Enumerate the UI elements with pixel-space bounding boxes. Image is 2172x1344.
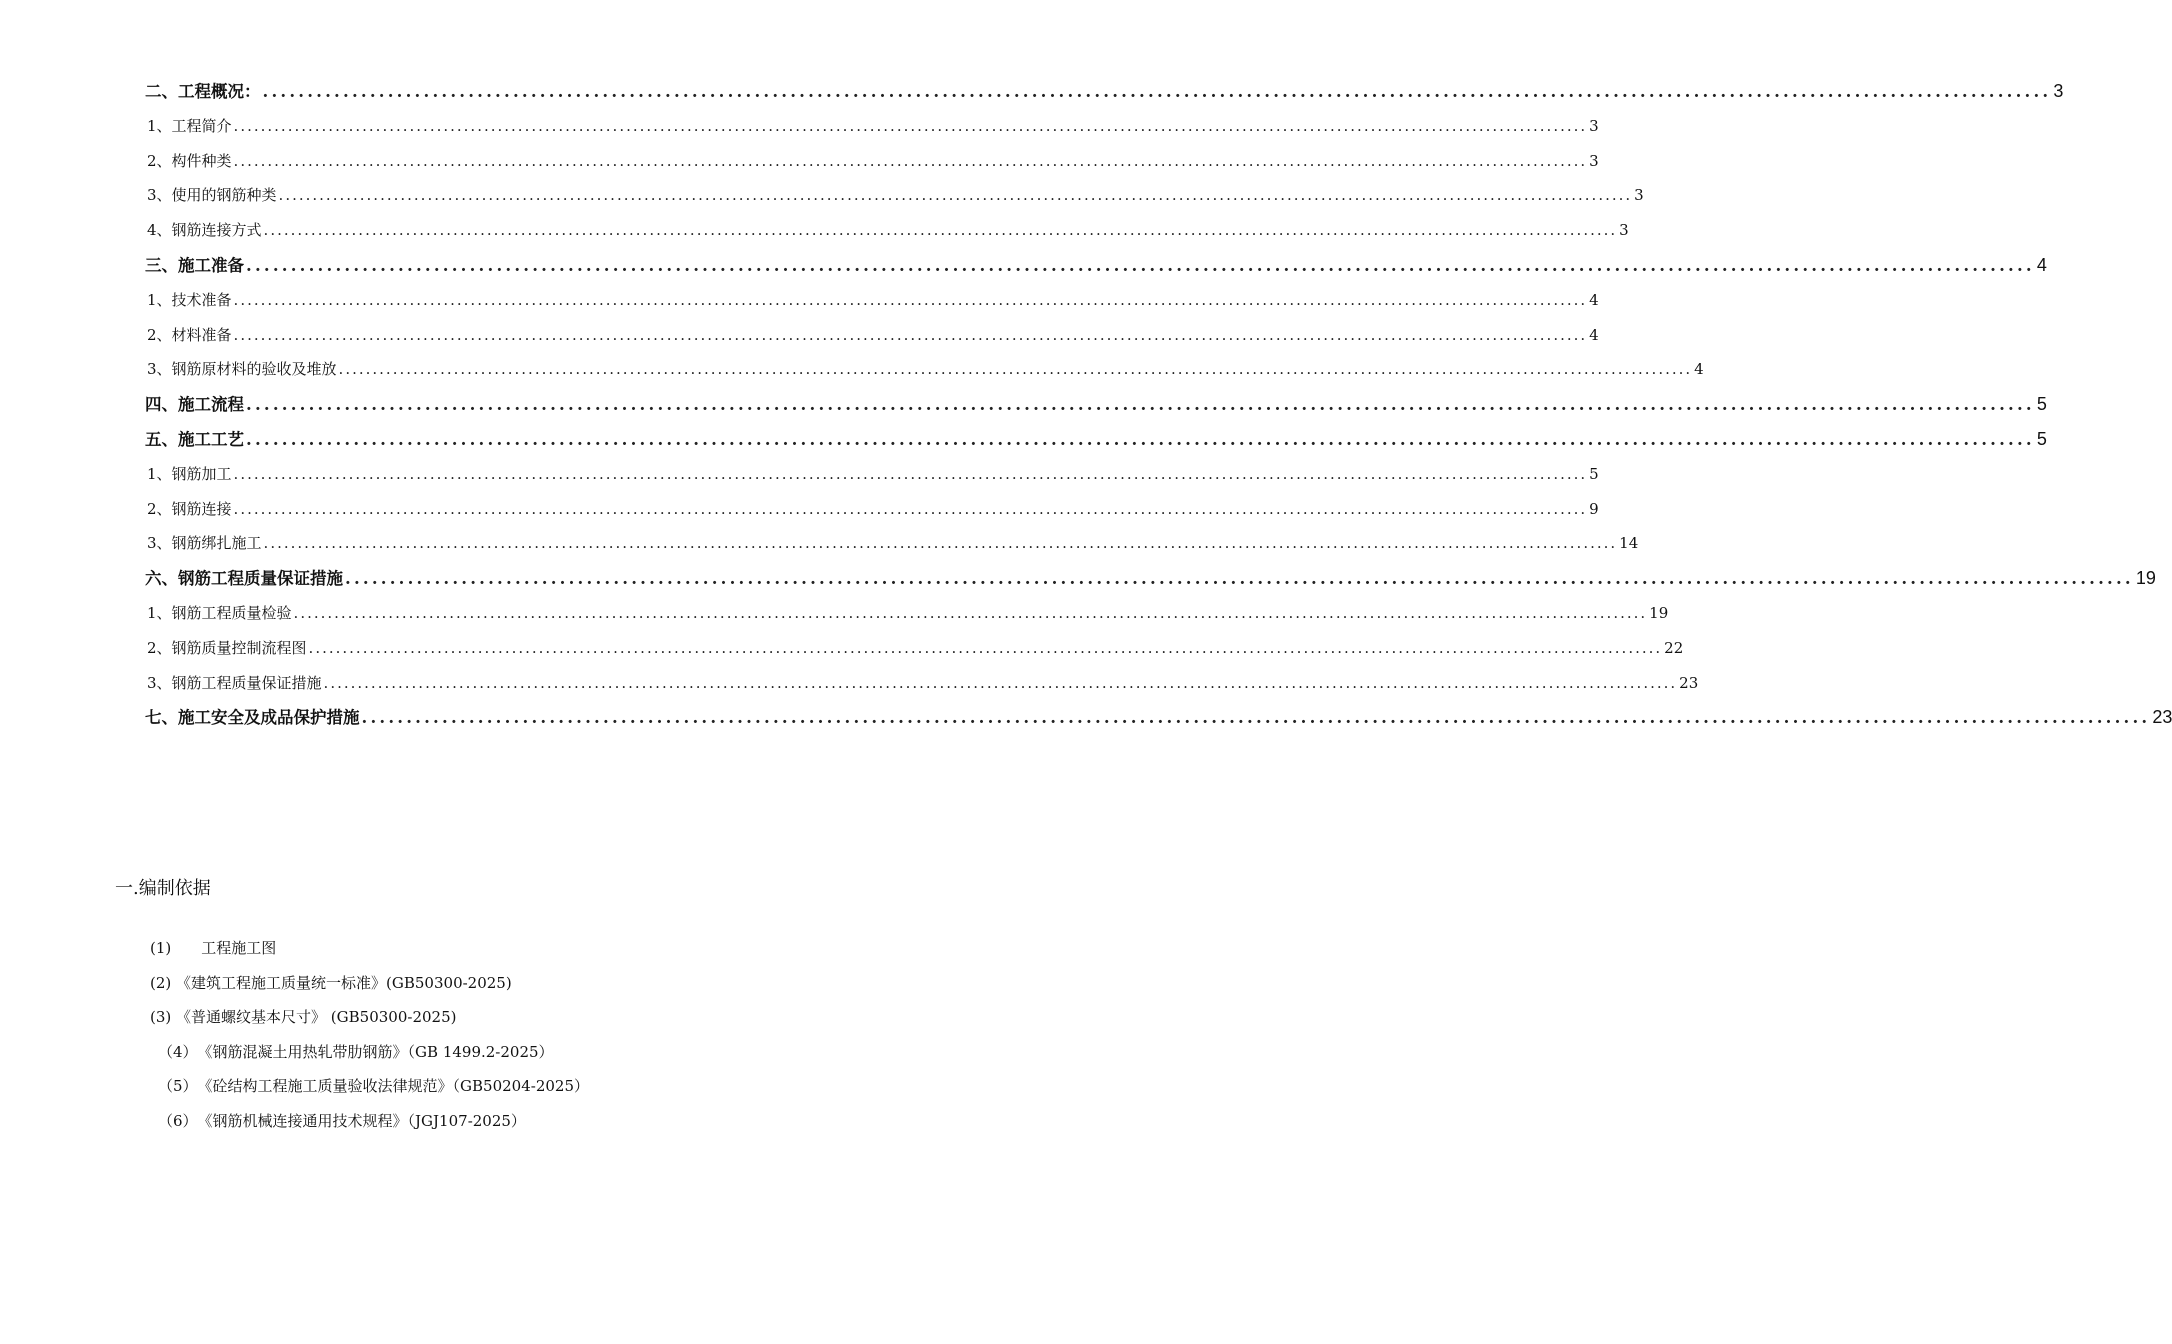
reference-text: 《砼结构工程施工质量验收法律规范》（GB50204-2025） (197, 1077, 590, 1095)
toc-page-number: 4 (1589, 290, 1599, 309)
toc-leader-dots: ........................................................................................................................................................................................................ (263, 221, 1618, 240)
toc-page-number: 19 (2135, 568, 2156, 589)
toc-page-number: 5 (2036, 428, 2047, 449)
toc-subsection-entry[interactable] (145, 457, 1599, 492)
toc-chapter-entry[interactable] (145, 387, 2047, 422)
toc-leader-dots: ........................................................................................................................................................................................................ (233, 499, 1588, 518)
toc-subsection-entry[interactable] (145, 526, 1639, 561)
toc-page-number: 4 (2036, 254, 2047, 275)
toc-page-number: 3 (1589, 151, 1599, 170)
toc-leader-dots: ........................................................................................................................................................................................................ (263, 534, 1618, 553)
reference-text: 《钢筋机械连接通用技术规程》（JGJ107-2025） (197, 1111, 526, 1130)
toc-leader-dots: ........................................................................................................................................................................................................ (233, 290, 1588, 309)
toc-subsection-entry[interactable] (145, 666, 1699, 701)
toc-chapter-entry[interactable] (145, 561, 2156, 596)
toc-page-number: 14 (1619, 534, 1639, 553)
reference-item (150, 1035, 870, 1070)
toc-leader-dots: ........................................................................................................................................................................................................ (345, 569, 2134, 589)
toc-leader-dots: ........................................................................................................................................................................................................ (293, 603, 1648, 622)
toc-subsection-entry[interactable] (145, 109, 1599, 144)
toc-entry-title: 1、钢筋加工 (147, 464, 232, 483)
reference-list (150, 931, 870, 1138)
reference-text: 《钢筋混凝土用热轧带肋钢筋》（GB 1499.2-2025） (197, 1042, 554, 1061)
toc-chapter-entry[interactable] (145, 422, 2047, 457)
toc-page-number: 23 (2152, 707, 2172, 728)
reference-text: 《普通螺纹基本尺寸》 (GB50300-2025) (176, 1008, 457, 1026)
toc-entry-title: 五、施工工艺 (145, 429, 244, 449)
toc-leader-dots: ........................................................................................................................................................................................................ (338, 360, 1693, 379)
table-of-contents (145, 74, 2172, 735)
toc-leader-dots: ........................................................................................................................................................................................................ (233, 464, 1588, 483)
reference-number: (2) (150, 973, 172, 992)
toc-entry-title: 三、施工准备 (145, 255, 244, 275)
toc-subsection-entry[interactable] (145, 596, 1669, 631)
toc-leader-dots: ........................................................................................................................................................................................................ (233, 325, 1588, 344)
toc-entry-title: 2、钢筋质量控制流程图 (147, 638, 307, 657)
toc-entry-title: 二、工程概况： (145, 82, 261, 101)
reference-item (150, 931, 870, 966)
toc-leader-dots: ........................................................................................................................................................................................................ (262, 82, 2052, 101)
toc-entry-title: 四、施工流程 (145, 395, 244, 415)
toc-chapter-entry[interactable] (145, 74, 2064, 109)
toc-subsection-entry[interactable] (145, 213, 1629, 248)
toc-leader-dots: ........................................................................................................................................................................................................ (246, 255, 2035, 275)
toc-page-number: 3 (2053, 81, 2064, 101)
toc-subsection-entry[interactable] (145, 492, 1599, 527)
toc-leader-dots: ........................................................................................................................................................................................................ (278, 186, 1633, 205)
toc-entry-title: 1、钢筋工程质量检验 (147, 603, 292, 622)
toc-leader-dots: ........................................................................................................................................................................................................ (246, 429, 2035, 449)
toc-page-number: 9 (1589, 499, 1599, 518)
reference-number: （6） (158, 1111, 198, 1130)
toc-entry-title: 1、工程简介 (147, 116, 232, 135)
toc-page-number: 5 (2036, 394, 2047, 415)
reference-number: （5） (158, 1077, 198, 1095)
reference-number: （4） (158, 1042, 198, 1061)
toc-page-number: 22 (1664, 638, 1684, 657)
toc-subsection-entry[interactable] (145, 318, 1599, 353)
toc-entry-title: 3、使用的钢筋种类 (147, 186, 277, 205)
toc-entry-title: 七、施工安全及成品保护措施 (145, 708, 360, 728)
reference-item (150, 1104, 870, 1139)
toc-subsection-entry[interactable] (145, 283, 1599, 318)
toc-page-number: 19 (1649, 603, 1669, 622)
toc-page-number: 3 (1589, 116, 1599, 135)
toc-entry-title: 3、钢筋原材料的验收及堆放 (147, 360, 337, 379)
toc-entry-title: 3、钢筋绑扎施工 (147, 534, 262, 553)
toc-leader-dots: ........................................................................................................................................................................................................ (233, 151, 1588, 170)
toc-entry-title: 1、技术准备 (147, 290, 232, 309)
toc-leader-dots: ........................................................................................................................................................................................................ (361, 708, 2151, 728)
toc-leader-dots: ........................................................................................................................................................................................................ (246, 395, 2035, 415)
reference-number: (1) (150, 939, 172, 957)
toc-page-number: 4 (1694, 360, 1704, 379)
toc-leader-dots: ........................................................................................................................................................................................................ (308, 638, 1663, 657)
toc-leader-dots: ........................................................................................................................................................................................................ (323, 673, 1678, 692)
toc-page-number: 4 (1589, 325, 1599, 344)
toc-page-number: 3 (1634, 186, 1644, 205)
toc-chapter-entry[interactable] (145, 700, 2172, 735)
toc-subsection-entry[interactable] (145, 144, 1599, 179)
reference-text: 《建筑工程施工质量统一标准》(GB50300-2025) (176, 973, 512, 992)
toc-leader-dots: ........................................................................................................................................................................................................ (233, 116, 1588, 135)
toc-subsection-entry[interactable] (145, 352, 1704, 387)
toc-entry-title: 2、构件种类 (147, 151, 232, 170)
reference-item (150, 1000, 870, 1035)
toc-entry-title: 3、钢筋工程质量保证措施 (147, 673, 322, 692)
reference-number: (3) (150, 1008, 172, 1026)
reference-item (150, 1069, 870, 1104)
toc-page-number: 5 (1589, 464, 1599, 483)
toc-entry-title: 2、材料准备 (147, 325, 232, 344)
toc-entry-title: 六、钢筋工程质量保证措施 (145, 569, 343, 589)
toc-chapter-entry[interactable] (145, 248, 2047, 283)
reference-item (150, 966, 870, 1001)
toc-entry-title: 4、钢筋连接方式 (147, 221, 262, 240)
toc-page-number: 23 (1679, 673, 1699, 692)
toc-page-number: 3 (1619, 221, 1629, 240)
toc-entry-title: 2、钢筋连接 (147, 499, 232, 518)
reference-text: 工程施工图 (201, 939, 277, 957)
toc-subsection-entry[interactable] (145, 178, 1644, 213)
section-heading: 一.编制依据 (115, 878, 211, 899)
toc-subsection-entry[interactable] (145, 631, 1684, 666)
